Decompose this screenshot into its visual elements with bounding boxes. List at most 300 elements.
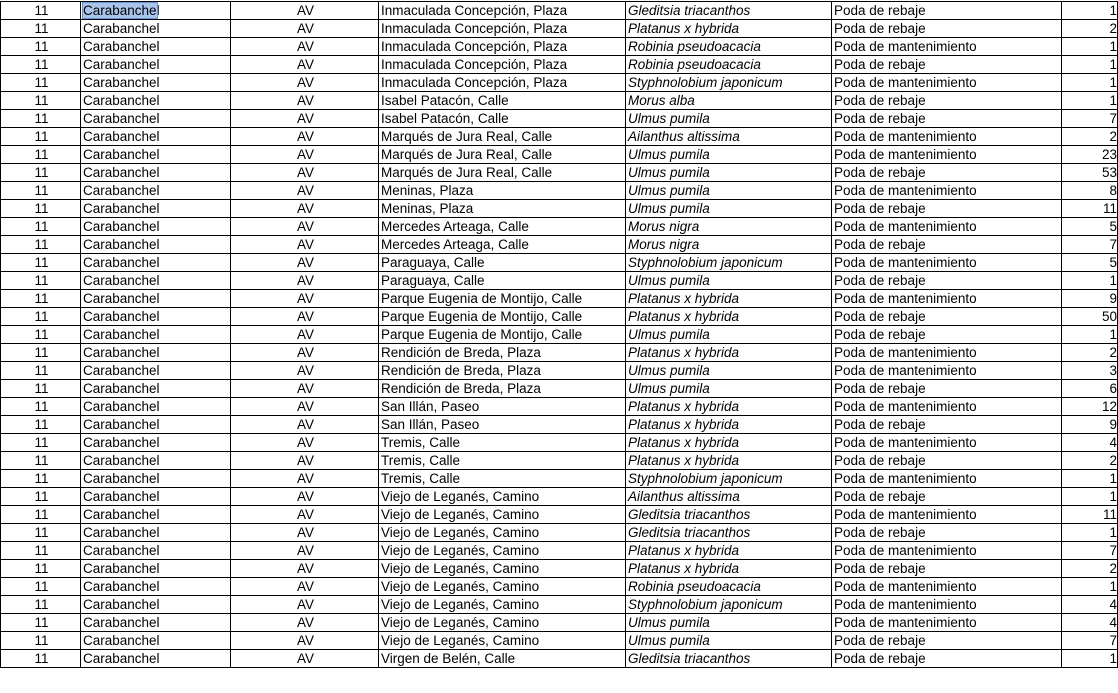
zone-type-cell[interactable]: AV	[231, 542, 379, 560]
table-row	[1, 470, 1118, 488]
zone-type-cell[interactable]: AV	[231, 344, 379, 362]
location-cell[interactable]: Parque Eugenia de Montijo, Calle	[379, 308, 626, 326]
district-code-cell[interactable]: 11	[1, 74, 81, 92]
zone-type-cell[interactable]: AV	[231, 524, 379, 542]
zone-type-cell[interactable]: AV	[231, 614, 379, 632]
district-name-cell[interactable]: Carabanchel	[81, 578, 231, 596]
quantity-cell[interactable]: 4	[1062, 614, 1118, 632]
species-cell[interactable]: Platanus x hybrida	[626, 398, 832, 416]
location-cell[interactable]: Meninas, Plaza	[379, 182, 626, 200]
quantity-cell[interactable]: 7	[1062, 632, 1118, 650]
quantity-cell[interactable]: 2	[1062, 452, 1118, 470]
location-cell[interactable]: Inmaculada Concepción, Plaza	[379, 56, 626, 74]
district-code-cell[interactable]: 11	[1, 254, 81, 272]
species-cell[interactable]: Ailanthus altissima	[626, 488, 832, 506]
zone-type-cell[interactable]: AV	[231, 74, 379, 92]
table-row	[1, 164, 1118, 182]
table-row	[1, 56, 1118, 74]
district-name-cell[interactable]: Carabanchel	[81, 128, 231, 146]
zone-type-cell[interactable]: AV	[231, 560, 379, 578]
species-cell[interactable]: Gleditsia triacanthos	[626, 506, 832, 524]
location-cell[interactable]: Isabel Patacón, Calle	[379, 110, 626, 128]
cell-text-rest: l	[156, 3, 160, 18]
species-cell[interactable]: Robinia pseudoacacia	[626, 578, 832, 596]
species-cell[interactable]: Ulmus pumila	[626, 200, 832, 218]
species-cell[interactable]: Morus alba	[626, 92, 832, 110]
species-cell[interactable]: Styphnolobium japonicum	[626, 596, 832, 614]
district-name-cell[interactable]: Carabanchel	[81, 506, 231, 524]
district-code-cell[interactable]: 11	[1, 632, 81, 650]
pruning-type-cell[interactable]: Poda de mantenimiento	[832, 614, 1062, 632]
species-cell[interactable]: Morus nigra	[626, 218, 832, 236]
zone-type-cell[interactable]: AV	[231, 128, 379, 146]
zone-type-cell[interactable]: AV	[231, 236, 379, 254]
district-name-cell[interactable]: Carabanchel	[81, 434, 231, 452]
quantity-cell[interactable]: 12	[1062, 398, 1118, 416]
district-name-cell[interactable]: Carabanchel	[81, 452, 231, 470]
species-cell[interactable]: Platanus x hybrida	[626, 290, 832, 308]
district-name-cell[interactable]: Carabanchel	[81, 470, 231, 488]
species-cell[interactable]: Styphnolobium japonicum	[626, 74, 832, 92]
species-cell[interactable]: Platanus x hybrida	[626, 416, 832, 434]
quantity-cell[interactable]: 7	[1062, 110, 1118, 128]
district-name-cell[interactable]: Carabanchel	[81, 218, 231, 236]
pruning-type-cell[interactable]: Poda de rebaje	[832, 56, 1062, 74]
location-cell[interactable]: Viejo de Leganés, Camino	[379, 560, 626, 578]
table-row	[1, 632, 1118, 650]
zone-type-cell[interactable]: AV	[231, 110, 379, 128]
zone-type-cell[interactable]: AV	[231, 20, 379, 38]
quantity-cell[interactable]: 8	[1062, 182, 1118, 200]
zone-type-cell[interactable]: AV	[231, 254, 379, 272]
quantity-cell[interactable]: 1	[1062, 524, 1118, 542]
species-cell[interactable]: Platanus x hybrida	[626, 434, 832, 452]
table-row	[1, 38, 1118, 56]
location-cell[interactable]: Marqués de Jura Real, Calle	[379, 128, 626, 146]
quantity-cell[interactable]: 4	[1062, 596, 1118, 614]
district-code-cell[interactable]: 11	[1, 434, 81, 452]
species-cell[interactable]: Morus nigra	[626, 236, 832, 254]
pruning-type-cell[interactable]: Poda de rebaje	[832, 236, 1062, 254]
district-code-cell[interactable]: 11	[1, 200, 81, 218]
species-cell[interactable]: Ulmus pumila	[626, 272, 832, 290]
table-row	[1, 416, 1118, 434]
species-cell[interactable]: Styphnolobium japonicum	[626, 470, 832, 488]
district-code-cell[interactable]: 11	[1, 2, 81, 20]
pruning-type-cell[interactable]: Poda de rebaje	[832, 20, 1062, 38]
zone-type-cell[interactable]: AV	[231, 362, 379, 380]
pruning-type-cell[interactable]: Poda de rebaje	[832, 452, 1062, 470]
quantity-cell[interactable]: 5	[1062, 218, 1118, 236]
pruning-type-cell[interactable]: Poda de mantenimiento	[832, 578, 1062, 596]
quantity-cell[interactable]: 2	[1062, 560, 1118, 578]
location-cell[interactable]: Viejo de Leganés, Camino	[379, 578, 626, 596]
quantity-cell[interactable]: 5	[1062, 254, 1118, 272]
district-name-cell[interactable]: Carabanchel	[81, 542, 231, 560]
district-code-cell[interactable]: 11	[1, 38, 81, 56]
table-row	[1, 236, 1118, 254]
location-cell[interactable]: Paraguaya, Calle	[379, 254, 626, 272]
pruning-type-cell[interactable]: Poda de mantenimiento	[832, 344, 1062, 362]
species-cell[interactable]: Styphnolobium japonicum	[626, 254, 832, 272]
zone-type-cell[interactable]: AV	[231, 398, 379, 416]
location-cell[interactable]: Inmaculada Concepción, Plaza	[379, 74, 626, 92]
district-name-cell[interactable]: Carabanchel	[81, 650, 231, 668]
zone-type-cell[interactable]: AV	[231, 632, 379, 650]
quantity-cell[interactable]: 1	[1062, 578, 1118, 596]
pruning-type-cell[interactable]: Poda de rebaje	[832, 272, 1062, 290]
district-name-cell[interactable]: Carabanchel	[81, 560, 231, 578]
district-code-cell[interactable]: 11	[1, 614, 81, 632]
pruning-type-cell[interactable]: Poda de rebaje	[832, 416, 1062, 434]
location-cell[interactable]: Viejo de Leganés, Camino	[379, 614, 626, 632]
table-row	[1, 290, 1118, 308]
pruning-type-cell[interactable]: Poda de mantenimiento	[832, 254, 1062, 272]
table-row	[1, 218, 1118, 236]
district-code-cell[interactable]: 11	[1, 236, 81, 254]
zone-type-cell[interactable]: AV	[231, 2, 379, 20]
district-name-cell[interactable]: Carabanchel	[81, 92, 231, 110]
district-name-cell[interactable]: Carabanchel	[81, 308, 231, 326]
pruning-type-cell[interactable]: Poda de mantenimiento	[832, 182, 1062, 200]
district-code-cell[interactable]: 11	[1, 326, 81, 344]
zone-type-cell[interactable]: AV	[231, 380, 379, 398]
quantity-cell[interactable]: 9	[1062, 290, 1118, 308]
quantity-cell[interactable]: 53	[1062, 164, 1118, 182]
pruning-type-cell[interactable]: Poda de mantenimiento	[832, 128, 1062, 146]
district-name-cell[interactable]: Carabanchel	[81, 416, 231, 434]
zone-type-cell[interactable]: AV	[231, 452, 379, 470]
pruning-type-cell[interactable]: Poda de mantenimiento	[832, 74, 1062, 92]
district-code-cell[interactable]: 11	[1, 290, 81, 308]
district-code-cell[interactable]: 11	[1, 578, 81, 596]
district-name-cell[interactable]: Carabanchel	[81, 164, 231, 182]
location-cell[interactable]: Isabel Patacón, Calle	[379, 92, 626, 110]
district-code-cell[interactable]: 11	[1, 218, 81, 236]
quantity-cell[interactable]: 50	[1062, 308, 1118, 326]
district-code-cell[interactable]: 11	[1, 506, 81, 524]
pruning-type-cell[interactable]: Poda de mantenimiento	[832, 38, 1062, 56]
location-cell[interactable]: Rendición de Breda, Plaza	[379, 362, 626, 380]
district-name-cell[interactable]: Carabanchel	[81, 614, 231, 632]
table-row	[1, 452, 1118, 470]
species-cell[interactable]: Platanus x hybrida	[626, 560, 832, 578]
zone-type-cell[interactable]: AV	[231, 308, 379, 326]
location-cell[interactable]: Marqués de Jura Real, Calle	[379, 146, 626, 164]
table-row	[1, 560, 1118, 578]
district-code-cell[interactable]: 11	[1, 110, 81, 128]
species-cell[interactable]: Platanus x hybrida	[626, 308, 832, 326]
zone-type-cell[interactable]: AV	[231, 218, 379, 236]
table-row	[1, 362, 1118, 380]
species-cell[interactable]: Platanus x hybrida	[626, 20, 832, 38]
text-selection-highlight: Carabanche	[83, 3, 157, 18]
pruning-type-cell[interactable]: Poda de mantenimiento	[832, 434, 1062, 452]
district-name-cell[interactable]: Carabanchel	[81, 110, 231, 128]
pruning-type-cell[interactable]: Poda de rebaje	[832, 2, 1062, 20]
species-cell[interactable]: Ulmus pumila	[626, 362, 832, 380]
location-cell[interactable]: Tremis, Calle	[379, 452, 626, 470]
district-name-cell[interactable]: Carabanchel	[81, 380, 231, 398]
pruning-type-cell[interactable]: Poda de rebaje	[832, 308, 1062, 326]
species-cell[interactable]: Gleditsia triacanthos	[626, 2, 832, 20]
district-code-cell[interactable]: 11	[1, 272, 81, 290]
pruning-type-cell[interactable]: Poda de mantenimiento	[832, 542, 1062, 560]
zone-type-cell[interactable]: AV	[231, 596, 379, 614]
zone-type-cell[interactable]: AV	[231, 272, 379, 290]
district-name-cell[interactable]: Carabanchel	[81, 488, 231, 506]
location-cell[interactable]: Tremis, Calle	[379, 434, 626, 452]
species-cell[interactable]: Ulmus pumila	[626, 326, 832, 344]
zone-type-cell[interactable]: AV	[231, 200, 379, 218]
table-row	[1, 434, 1118, 452]
district-name-cell[interactable]: Carabanchel	[81, 524, 231, 542]
table-row	[1, 614, 1118, 632]
quantity-cell[interactable]: 7	[1062, 236, 1118, 254]
quantity-cell[interactable]: 3	[1062, 362, 1118, 380]
quantity-cell[interactable]: 9	[1062, 416, 1118, 434]
quantity-cell[interactable]: 1	[1062, 92, 1118, 110]
quantity-cell[interactable]: 1	[1062, 2, 1118, 20]
quantity-cell[interactable]: 1	[1062, 470, 1118, 488]
district-name-cell[interactable]: Carabanchel	[81, 38, 231, 56]
zone-type-cell[interactable]: AV	[231, 650, 379, 668]
zone-type-cell[interactable]: AV	[231, 290, 379, 308]
district-name-cell[interactable]: Carabanchel	[81, 398, 231, 416]
zone-type-cell[interactable]: AV	[231, 506, 379, 524]
district-name-cell[interactable]: Carabanchel	[81, 272, 231, 290]
quantity-cell[interactable]: 1	[1062, 38, 1118, 56]
quantity-cell[interactable]: 6	[1062, 380, 1118, 398]
location-cell[interactable]: San Illán, Paseo	[379, 416, 626, 434]
table-row	[1, 254, 1118, 272]
species-cell[interactable]: Ailanthus altissima	[626, 128, 832, 146]
district-name-cell[interactable]: Carabanchel	[81, 362, 231, 380]
district-name-cell[interactable]: Carabanchel	[81, 146, 231, 164]
pruning-type-cell[interactable]: Poda de rebaje	[832, 524, 1062, 542]
location-cell[interactable]: Mercedes Arteaga, Calle	[379, 236, 626, 254]
pruning-type-cell[interactable]: Poda de mantenimiento	[832, 146, 1062, 164]
table-row	[1, 542, 1118, 560]
zone-type-cell[interactable]: AV	[231, 182, 379, 200]
species-cell[interactable]: Platanus x hybrida	[626, 542, 832, 560]
district-name-cell[interactable]: Carabanchel	[81, 632, 231, 650]
species-cell[interactable]: Gleditsia triacanthos	[626, 524, 832, 542]
district-name-cell[interactable]: Carabanchel	[81, 254, 231, 272]
quantity-cell[interactable]: 2	[1062, 128, 1118, 146]
species-cell[interactable]: Ulmus pumila	[626, 146, 832, 164]
location-cell[interactable]: Viejo de Leganés, Camino	[379, 632, 626, 650]
location-cell[interactable]: Parque Eugenia de Montijo, Calle	[379, 326, 626, 344]
table-row	[1, 524, 1118, 542]
zone-type-cell[interactable]: AV	[231, 326, 379, 344]
location-cell[interactable]: Tremis, Calle	[379, 470, 626, 488]
table-row	[1, 308, 1118, 326]
pruning-type-cell[interactable]: Poda de rebaje	[832, 488, 1062, 506]
location-cell[interactable]: Meninas, Plaza	[379, 200, 626, 218]
species-cell[interactable]: Ulmus pumila	[626, 380, 832, 398]
district-code-cell[interactable]: 11	[1, 560, 81, 578]
table-row	[1, 326, 1118, 344]
table-row	[1, 650, 1118, 668]
district-code-cell[interactable]: 11	[1, 164, 81, 182]
district-code-cell[interactable]: 11	[1, 488, 81, 506]
district-code-cell[interactable]: 11	[1, 362, 81, 380]
location-cell[interactable]: Viejo de Leganés, Camino	[379, 542, 626, 560]
table-row	[1, 398, 1118, 416]
quantity-cell[interactable]: 4	[1062, 434, 1118, 452]
quantity-cell[interactable]: 1	[1062, 326, 1118, 344]
location-cell[interactable]: Inmaculada Concepción, Plaza	[379, 2, 626, 20]
pruning-type-cell[interactable]: Poda de rebaje	[832, 110, 1062, 128]
table-row	[1, 344, 1118, 362]
table-row	[1, 272, 1118, 290]
district-code-cell[interactable]: 11	[1, 344, 81, 362]
pruning-type-cell[interactable]: Poda de mantenimiento	[832, 506, 1062, 524]
table-row	[1, 20, 1118, 38]
pruning-type-cell[interactable]: Poda de mantenimiento	[832, 290, 1062, 308]
pruning-type-cell[interactable]: Poda de mantenimiento	[832, 398, 1062, 416]
district-name-cell[interactable]: Carabanchel	[81, 20, 231, 38]
location-cell[interactable]: Marqués de Jura Real, Calle	[379, 164, 626, 182]
table-row	[1, 200, 1118, 218]
location-cell[interactable]: Viejo de Leganés, Camino	[379, 596, 626, 614]
district-code-cell[interactable]: 11	[1, 650, 81, 668]
location-cell[interactable]: Rendición de Breda, Plaza	[379, 344, 626, 362]
species-cell[interactable]: Robinia pseudoacacia	[626, 56, 832, 74]
table-row	[1, 146, 1118, 164]
zone-type-cell[interactable]: AV	[231, 488, 379, 506]
pruning-type-cell[interactable]: Poda de mantenimiento	[832, 470, 1062, 488]
pruning-type-cell[interactable]: Poda de mantenimiento	[832, 218, 1062, 236]
species-cell[interactable]: Ulmus pumila	[626, 632, 832, 650]
district-code-cell[interactable]: 11	[1, 128, 81, 146]
species-cell[interactable]: Platanus x hybrida	[626, 452, 832, 470]
zone-type-cell[interactable]: AV	[231, 146, 379, 164]
location-cell[interactable]: Viejo de Leganés, Camino	[379, 524, 626, 542]
district-name-cell[interactable]: Carabanchel	[81, 326, 231, 344]
location-cell[interactable]: Viejo de Leganés, Camino	[379, 488, 626, 506]
table-row	[1, 92, 1118, 110]
species-cell[interactable]: Ulmus pumila	[626, 164, 832, 182]
pruning-type-cell[interactable]: Poda de rebaje	[832, 560, 1062, 578]
species-cell[interactable]: Gleditsia triacanthos	[626, 650, 832, 668]
location-cell[interactable]: Paraguaya, Calle	[379, 272, 626, 290]
quantity-cell[interactable]: 1	[1062, 488, 1118, 506]
zone-type-cell[interactable]: AV	[231, 470, 379, 488]
zone-type-cell[interactable]: AV	[231, 416, 379, 434]
table-row	[1, 578, 1118, 596]
table-row	[1, 488, 1118, 506]
district-code-cell[interactable]: 11	[1, 470, 81, 488]
quantity-cell[interactable]: 7	[1062, 542, 1118, 560]
location-cell[interactable]: Mercedes Arteaga, Calle	[379, 218, 626, 236]
district-code-cell[interactable]: 11	[1, 596, 81, 614]
district-code-cell[interactable]: 11	[1, 182, 81, 200]
district-code-cell[interactable]: 11	[1, 308, 81, 326]
species-cell[interactable]: Robinia pseudoacacia	[626, 38, 832, 56]
quantity-cell[interactable]: 1	[1062, 74, 1118, 92]
district-name-cell[interactable]: Carabanchel	[81, 596, 231, 614]
district-code-cell[interactable]: 11	[1, 398, 81, 416]
zone-type-cell[interactable]: AV	[231, 92, 379, 110]
pruning-type-cell[interactable]: Poda de rebaje	[832, 632, 1062, 650]
pruning-type-cell[interactable]: Poda de rebaje	[832, 380, 1062, 398]
species-cell[interactable]: Ulmus pumila	[626, 110, 832, 128]
location-cell[interactable]: Rendición de Breda, Plaza	[379, 380, 626, 398]
district-code-cell[interactable]: 11	[1, 542, 81, 560]
pruning-type-cell[interactable]: Poda de rebaje	[832, 92, 1062, 110]
quantity-cell[interactable]: 1	[1062, 272, 1118, 290]
table-body	[1, 2, 1118, 668]
table-row	[1, 74, 1118, 92]
district-name-cell[interactable]: Carabanchel	[81, 56, 231, 74]
district-name-cell[interactable]: Carabanchel	[81, 182, 231, 200]
species-cell[interactable]: Ulmus pumila	[626, 614, 832, 632]
location-cell[interactable]: Inmaculada Concepción, Plaza	[379, 20, 626, 38]
district-name-cell[interactable]: Carabanchel	[81, 74, 231, 92]
location-cell[interactable]: Inmaculada Concepción, Plaza	[379, 38, 626, 56]
quantity-cell[interactable]: 1	[1062, 650, 1118, 668]
quantity-cell[interactable]: 1	[1062, 56, 1118, 74]
quantity-cell[interactable]: 11	[1062, 506, 1118, 524]
district-code-cell[interactable]: 11	[1, 20, 81, 38]
table-row	[1, 596, 1118, 614]
zone-type-cell[interactable]: AV	[231, 38, 379, 56]
table-row	[1, 2, 1118, 20]
zone-type-cell[interactable]: AV	[231, 164, 379, 182]
district-code-cell[interactable]: 11	[1, 416, 81, 434]
quantity-cell[interactable]: 2	[1062, 344, 1118, 362]
quantity-cell[interactable]: 23	[1062, 146, 1118, 164]
data-table	[0, 1, 1118, 668]
zone-type-cell[interactable]: AV	[231, 434, 379, 452]
district-code-cell[interactable]: 11	[1, 452, 81, 470]
district-code-cell[interactable]: 11	[1, 380, 81, 398]
pruning-type-cell[interactable]: Poda de mantenimiento	[832, 596, 1062, 614]
table-row	[1, 380, 1118, 398]
table-row	[1, 128, 1118, 146]
pruning-type-cell[interactable]: Poda de rebaje	[832, 164, 1062, 182]
zone-type-cell[interactable]: AV	[231, 56, 379, 74]
district-name-cell[interactable]: Carabanchel	[81, 290, 231, 308]
location-cell[interactable]: Parque Eugenia de Montijo, Calle	[379, 290, 626, 308]
location-cell[interactable]: Viejo de Leganés, Camino	[379, 506, 626, 524]
pruning-type-cell[interactable]: Poda de rebaje	[832, 200, 1062, 218]
pruning-type-cell[interactable]: Poda de mantenimiento	[832, 362, 1062, 380]
district-name-cell[interactable]	[81, 2, 231, 20]
district-name-cell[interactable]: Carabanchel	[81, 344, 231, 362]
zone-type-cell[interactable]: AV	[231, 578, 379, 596]
table-row	[1, 110, 1118, 128]
quantity-cell[interactable]: 2	[1062, 20, 1118, 38]
location-cell[interactable]: Virgen de Belén, Calle	[379, 650, 626, 668]
species-cell[interactable]: Platanus x hybrida	[626, 344, 832, 362]
district-name-cell[interactable]: Carabanchel	[81, 200, 231, 218]
district-name-cell[interactable]: Carabanchel	[81, 236, 231, 254]
table-row	[1, 506, 1118, 524]
species-cell[interactable]: Ulmus pumila	[626, 182, 832, 200]
pruning-type-cell[interactable]: Poda de rebaje	[832, 326, 1062, 344]
district-code-cell[interactable]: 11	[1, 92, 81, 110]
location-cell[interactable]: San Illán, Paseo	[379, 398, 626, 416]
table-row	[1, 182, 1118, 200]
district-code-cell[interactable]: 11	[1, 146, 81, 164]
district-code-cell[interactable]: 11	[1, 56, 81, 74]
pruning-type-cell[interactable]: Poda de rebaje	[832, 650, 1062, 668]
district-code-cell[interactable]: 11	[1, 524, 81, 542]
quantity-cell[interactable]: 11	[1062, 200, 1118, 218]
